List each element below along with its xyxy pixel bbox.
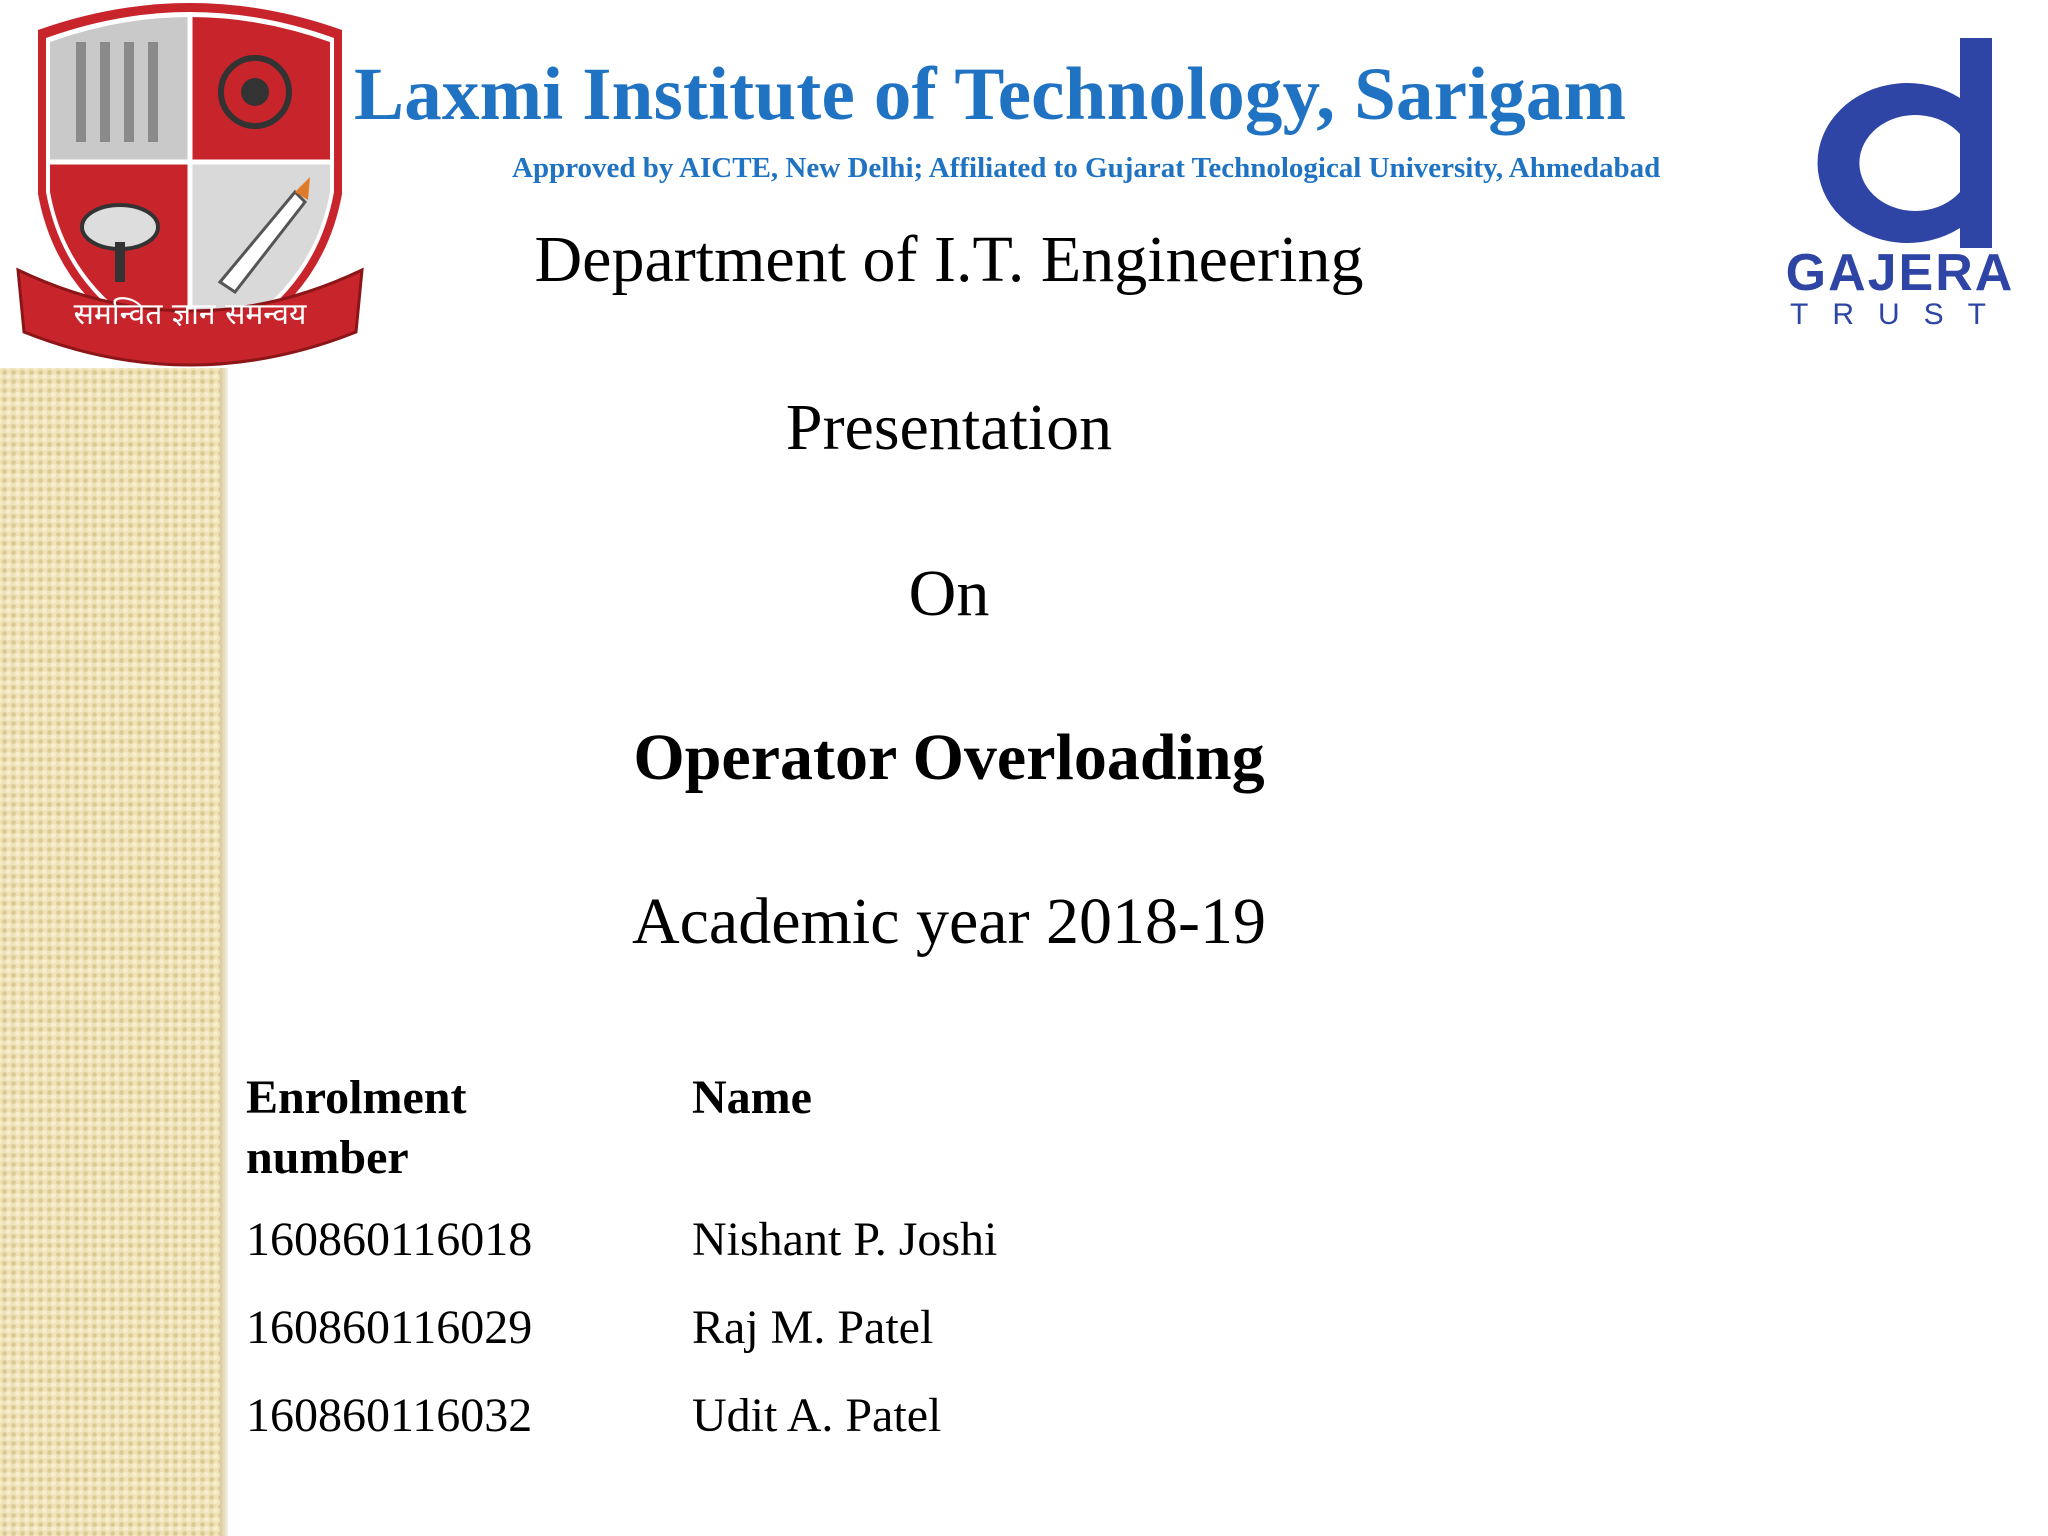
name-cell: Udit A. Patel xyxy=(692,1389,942,1442)
enrolment-cell: 160860116018 xyxy=(246,1213,533,1266)
name-cell: Raj M. Patel xyxy=(692,1301,934,1354)
enrolment-cell: 160860116029 xyxy=(246,1301,533,1354)
enrolment-cell: 160860116032 xyxy=(246,1389,533,1442)
svg-text:समन्वित ज्ञान समन्वय: समन्वित ज्ञान समन्वय xyxy=(73,297,307,332)
department-heading: Department of I.T. Engineering xyxy=(534,223,1364,296)
approval-subtitle: Approved by AICTE, New Delhi; Affiliated to Gujarat Technological University, Ahmedabad xyxy=(512,152,1661,184)
on-label: On xyxy=(908,557,990,630)
gtu-crest-icon xyxy=(10,2,370,368)
side-decorative-strip xyxy=(0,368,226,1536)
svg-text:GAJERA: GAJERA xyxy=(1785,244,2015,302)
header-enrolment-number: Enrolment number xyxy=(246,1071,467,1184)
academic-year: Academic year 2018-19 xyxy=(631,885,1267,958)
name-cell: Nishant P. Joshi xyxy=(692,1213,998,1266)
institute-title: Laxmi Institute of Technology, Sarigam xyxy=(354,53,1627,136)
gajera-trust-logo-icon xyxy=(1750,28,2048,328)
svg-text:TRUST: TRUST xyxy=(1790,298,2010,328)
header-name: Name xyxy=(692,1071,812,1124)
presentation-label: Presentation xyxy=(785,391,1113,464)
topic-title: Operator Overloading xyxy=(633,721,1265,794)
